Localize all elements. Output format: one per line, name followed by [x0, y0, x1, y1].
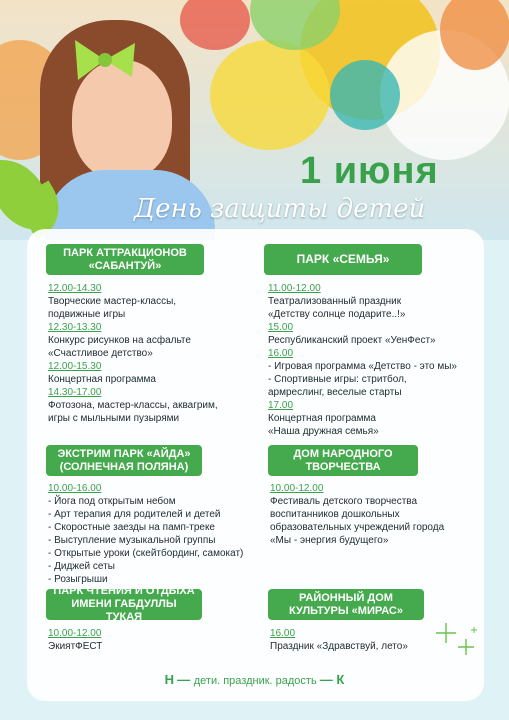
venue-title-aida: ЭКСТРИМ ПАРК «АЙДА» (СОЛНЕЧНАЯ ПОЛЯНА) — [46, 445, 202, 476]
venue-events-tukay-park: 10.00-12.00 ЭкиятФЕСТ — [48, 627, 248, 653]
footer-slogan: Н — дети. праздник. радость — К — [164, 672, 345, 687]
event-date: 1 июня — [300, 150, 439, 192]
venue-title-sabantuy: ПАРК АТТРАКЦИОНОВ «САБАНТУЙ» — [46, 244, 204, 275]
event-time: 15.00 — [268, 322, 294, 333]
sparkle-icon — [434, 621, 482, 657]
event-time: 10.00-12.00 — [48, 628, 102, 639]
event-time: 17.00 — [268, 400, 294, 411]
venue-title-folk-house: ДОМ НАРОДНОГО ТВОРЧЕСТВА — [268, 445, 418, 476]
event-time: 12.30-13.30 — [48, 322, 102, 333]
event-time: 12.00-14.30 — [48, 283, 102, 294]
footer-left-letter: Н — [164, 672, 175, 687]
venue-events-semya: 11.00-12.00 Театрализованный праздник «Детству солнце подарите..!» 15.00 Республиканский проект «УенФест» 16.00 - Игровая программа «Детство - это мы» - Спортивные игры: стритбол, армреслинг, веселые старты 17.00 Концертная программа «Наша дружная семья» — [268, 282, 478, 438]
event-time: 16.00 — [270, 628, 296, 639]
venue-events-folk-house: 10.00-12.00 Фестиваль детского творчества воспитанников дошкольных образовательных учреждений города «Мы - энергия будущего» — [270, 482, 480, 547]
event-time: 10.00-12.00 — [270, 483, 324, 494]
hair-bow-icon — [70, 35, 140, 85]
venue-events-miras: 16.00 Праздник «Здравствуй, лето» — [270, 627, 470, 653]
holiday-title: День защиты детей — [134, 194, 426, 224]
event-time: 10.00-16.00 — [48, 483, 102, 494]
venue-title-tukay-park: ПАРК ЧТЕНИЯ И ОТДЫХА ИМЕНИ ГАБДУЛЛЫ ТУКАЯ — [46, 589, 202, 620]
footer-right-letter: К — [336, 672, 345, 687]
event-time: 16.00 — [268, 348, 294, 359]
venue-events-aida: 10.00-16.00 - Йога под открытым небом - Арт терапия для родителей и детей - Скоростные заезды на памп-треке - Выступление музыкальной группы - Открытые уроки (скейтбординг, самокат) - Диджей сеты - Розыгрыши — [48, 482, 263, 586]
event-time: 11.00-12.00 — [268, 283, 321, 294]
event-time: 12.00-15.30 — [48, 361, 102, 372]
footer-slogan-text: дети. праздник. радость — [193, 675, 317, 687]
venue-events-sabantuy: 12.00-14.30 Творческие мастер-классы, подвижные игры 12.30-13.30 Конкурс рисунков на асфальте «Счастливое детство» 12.00-15.30 Концертная программа 14.30-17.00 Фотозона, мастер-классы, аквагрим, игры с мыльными пузырями — [48, 282, 248, 425]
venue-title-semya: ПАРК «СЕМЬЯ» — [264, 244, 422, 275]
event-time: 14.30-17.00 — [48, 387, 102, 398]
venue-title-miras: РАЙОННЫЙ ДОМ КУЛЬТУРЫ «МИРАС» — [268, 589, 424, 620]
